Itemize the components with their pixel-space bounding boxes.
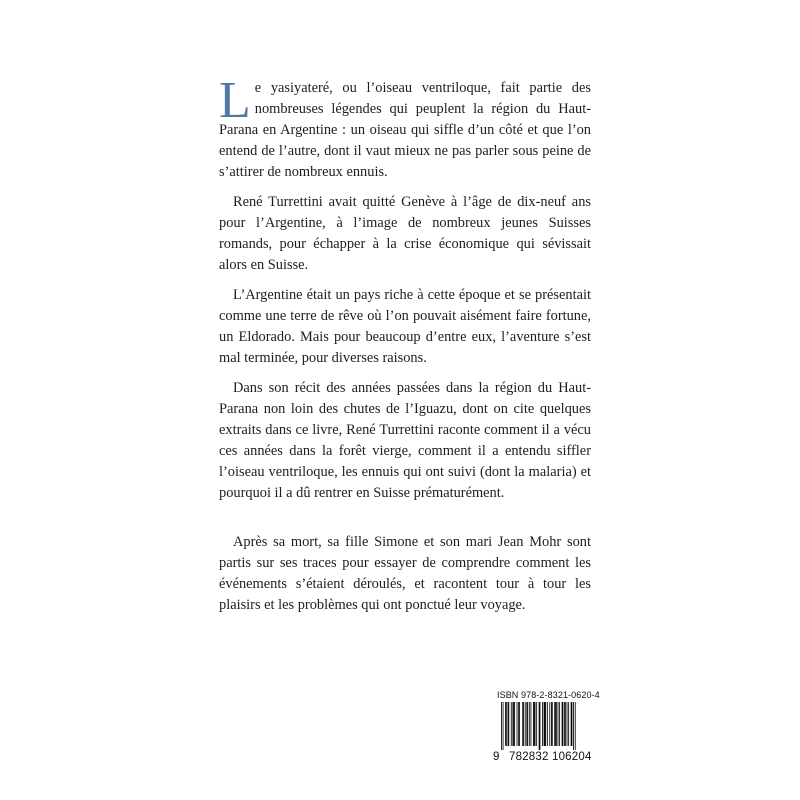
barcode-bar <box>505 702 506 746</box>
barcode-bar <box>519 702 520 746</box>
barcode-bar <box>529 702 530 746</box>
barcode-bar <box>559 702 560 746</box>
barcode-bar <box>512 702 513 746</box>
barcode-bar <box>575 702 576 750</box>
isbn-barcode-block <box>493 690 600 782</box>
barcode-bar <box>565 702 566 746</box>
barcode-bar <box>536 702 537 746</box>
barcode-bar <box>533 702 534 746</box>
barcode-bar <box>562 702 563 746</box>
barcode-bar <box>514 702 515 746</box>
barcode-bar <box>501 702 502 750</box>
barcode-icon <box>501 702 579 750</box>
barcode-bar <box>573 702 574 750</box>
barcode-bar <box>542 702 543 746</box>
barcode-bar <box>534 702 535 746</box>
barcode-first-digit: 9 <box>493 751 500 763</box>
barcode-bar <box>539 702 540 750</box>
barcode-bar <box>511 702 512 746</box>
barcode-bar <box>552 702 553 746</box>
barcode-bar <box>544 702 545 746</box>
barcode-bar <box>503 702 504 750</box>
paragraph-2: René Turrettini avait quitté Genève à l’âge de dix-neuf ans pour l’Argentine, à l’image de nombreux jeunes Suisses romands, pour échapper à la crise économique qui sévissait alors en Suisse. <box>219 194 591 273</box>
isbn-label: ISBN 978-2-8321-0620-4 <box>497 690 600 700</box>
paragraph-3: L’Argentine était un pays riche à cette époque et se présentait comme une terre de rêve où l’on pouvait aisément faire fortune, un Eldorado. Mais pour beaucoup d’entre eux, l’aventure s’est mal terminée, pour diverses raisons. <box>219 287 591 366</box>
barcode-bar <box>571 702 572 746</box>
barcode-bar <box>563 702 564 746</box>
barcode-bar <box>526 702 527 746</box>
barcode-bar <box>555 702 556 746</box>
barcode-bar <box>517 702 518 746</box>
barcode-bar <box>554 702 555 746</box>
barcode-bar <box>551 702 552 746</box>
barcode-bar <box>508 702 509 746</box>
barcode-bar <box>556 702 557 746</box>
drop-cap: L <box>219 72 251 129</box>
barcode-bar <box>506 702 507 746</box>
barcode-bar <box>522 702 523 746</box>
barcode-bar <box>518 702 519 746</box>
barcode-bar <box>547 702 548 746</box>
barcode-bar <box>572 702 573 746</box>
barcode-bar <box>527 702 528 746</box>
barcode-bar <box>525 702 526 746</box>
barcode-bar <box>568 702 569 746</box>
barcode-bar <box>549 702 550 746</box>
back-cover-text <box>219 72 591 625</box>
barcode-bar <box>545 702 546 746</box>
barcode-digits: 782832 106204 <box>509 751 592 763</box>
barcode-bar <box>508 702 509 746</box>
barcode-bar <box>544 702 545 746</box>
barcode-bar <box>558 702 559 746</box>
paragraph-5: Après sa mort, sa fille Simone et son mari Jean Mohr sont partis sur ses traces pour essayer de comprendre comment les événements s’étaient déroulés, et racontent tour à tour les plaisirs et les problèmes qui ont ponctué leur voyage. <box>219 534 591 613</box>
paragraph-1 <box>219 72 591 183</box>
barcode-bar <box>535 702 536 746</box>
paragraph-1-text: e yasiyateré, ou l’oiseau ventriloque, fait partie des nombreuses légendes qui peuplent la région du Haut-Parana en Argentine : un oiseau qui siffle d’un côté et que l’on entend de l’autre, dont il vaut mieux ne pas parler sous peine de s’attirer de nombreux ennuis. <box>219 80 591 180</box>
barcode-bar <box>523 702 524 746</box>
barcode-bar <box>567 702 568 746</box>
barcode-bar <box>564 702 565 746</box>
barcode-bar <box>531 702 532 746</box>
barcode-bar <box>513 702 514 746</box>
barcode-bar <box>540 702 541 750</box>
paragraph-4: Dans son récit des années passées dans la région du Haut-Parana non loin des chutes de l’Iguazu, dont on cite quelques extraits dans ce livre, René Turrettini raconte comment il a vécu ces années dans la forêt vierge, comment il a entendu siffler l’oiseau ventriloque, les ennuis qui ont suivi (dont la malaria) et pourquoi il a dû rentrer en Suisse prématurément. <box>219 380 591 501</box>
